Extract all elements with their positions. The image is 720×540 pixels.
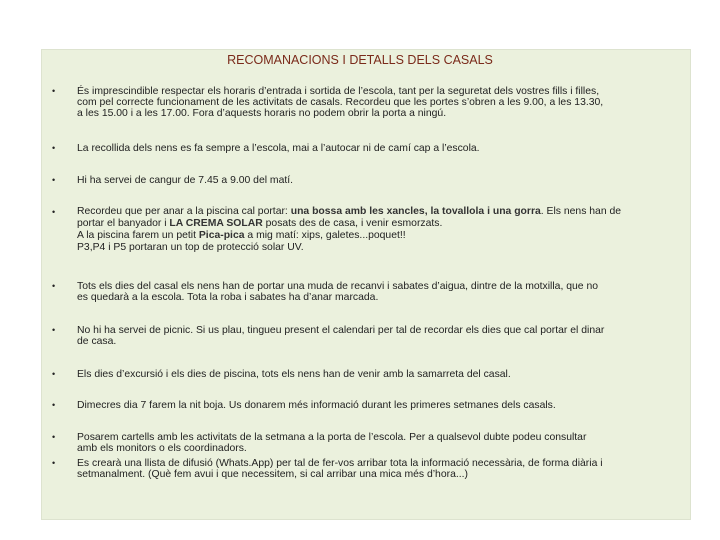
item-line: Dimecres dia 7 farem la nit boja. Us donarem més informació durant les primeres setmanes dels casals.	[77, 400, 556, 411]
highlight-text: una bossa amb les xancles, la tovallola i una gorra	[290, 206, 541, 217]
highlight-text: LA CREMA SOLAR	[169, 218, 263, 229]
item-line: A la piscina farem un petit Pica-pica a mig matí: xips, galetes...poquet!!	[77, 230, 406, 241]
bullet-icon: •	[52, 86, 56, 96]
item-line: com pel correcte funcionament de les activitats de casals. Recordeu que les portes s’obren a les 9.00, a les 13.30,	[77, 97, 604, 108]
bullet-icon: •	[52, 325, 56, 335]
item-line: És imprescindible respectar els horaris d’entrada i sortida de l’escola, tant per la seguretat dels vostres fills i filles,	[77, 86, 600, 97]
bullet-icon: •	[52, 432, 56, 442]
highlight-text: Pica-pica	[198, 230, 245, 241]
item-line: a les 15.00 i a les 17.00. Fora d’aquests horaris no podem obrir la porta a ningú.	[77, 108, 447, 119]
item-line: Tots els dies del casal els nens han de portar una muda de recanvi i sabates d’aigua, dintre de la motxilla, que no	[77, 281, 599, 292]
item-line: Els dies d’excursió i els dies de piscina, tots els nens han de venir amb la samarreta del casal.	[77, 369, 511, 380]
bullet-icon: •	[52, 207, 56, 217]
item-line: Posarem cartells amb les activitats de la setmana a la porta de l’escola. Per a qualsevol dubte podeu consultar	[77, 432, 587, 443]
bullet-icon: •	[52, 175, 56, 185]
item-line: La recollida dels nens es fa sempre a l’escola, mai a l’autocar ni de camí cap a l’escola.	[77, 143, 480, 154]
bullet-icon: •	[52, 369, 56, 379]
item-line: amb els monitors o els coordinadors.	[77, 443, 247, 454]
bullet-icon: •	[52, 400, 56, 410]
bullet-icon: •	[52, 281, 56, 291]
item-line: setmanalment. (Què fem avui i que necessitem, si cal arribar una mica més d’hora...)	[77, 469, 468, 480]
item-line: es quedarà a la escola. Tota la roba i sabates ha d’anar marcada.	[77, 292, 379, 303]
item-line: Recordeu que per anar a la piscina cal portar: una bossa amb les xancles, la tovallola i una gorra. Els nens han de	[77, 206, 622, 217]
bullet-icon: •	[52, 143, 56, 153]
item-line: No hi ha servei de picnic. Si us plau, tingueu present el calendari per tal de recordar els dies que cal portar el dinar	[77, 325, 605, 336]
item-line: P3,P4 i P5 portaran un top de protecció solar UV.	[77, 242, 304, 253]
bullet-icon: •	[52, 458, 56, 468]
item-line: Es crearà una llista de difusió (Whats.App) per tal de fer-vos arribar tota la informació necessària, de forma diària i	[77, 458, 603, 469]
item-line: de casa.	[77, 336, 117, 347]
page-title: RECOMANACIONS I DETALLS DELS CASALS	[227, 53, 493, 67]
item-line: Hi ha servei de cangur de 7.45 a 9.00 del matí.	[77, 175, 294, 186]
item-line: portar el banyador i LA CREMA SOLAR posats des de casa, i venir esmorzats.	[77, 218, 443, 229]
